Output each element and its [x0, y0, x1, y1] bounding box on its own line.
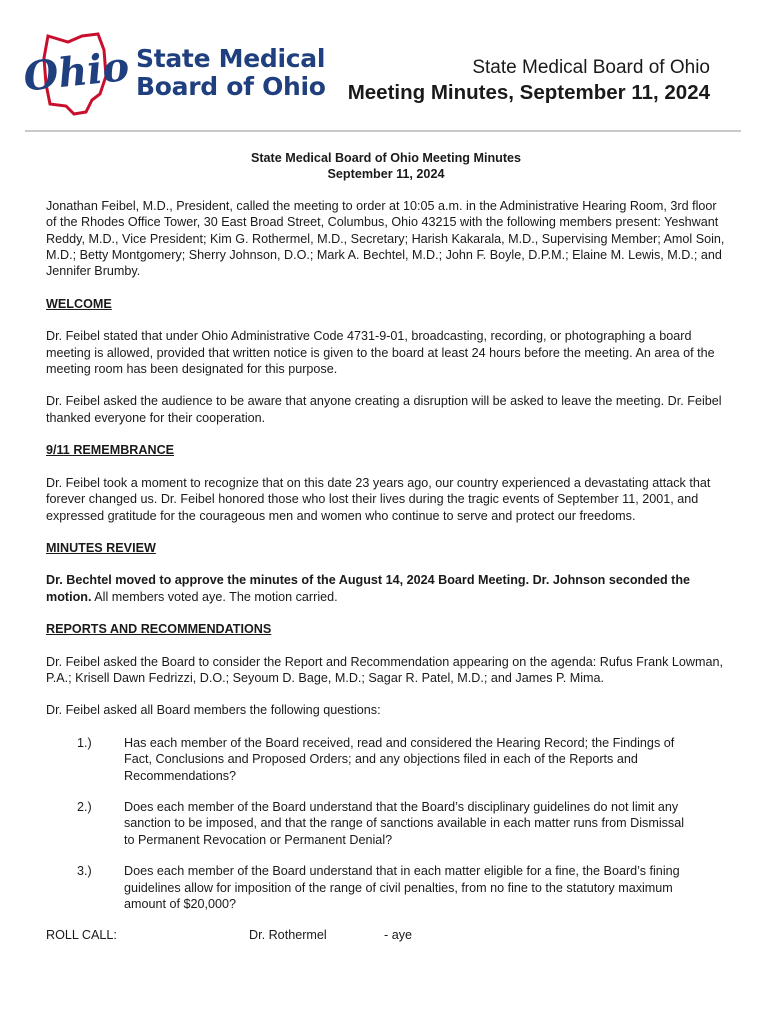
question-number: 1.) — [77, 735, 92, 750]
header-document-title: Meeting Minutes, September 11, 2024 — [347, 81, 710, 104]
section-heading-remembrance: 9/11 REMEMBRANCE — [46, 443, 175, 458]
header-divider — [25, 130, 741, 132]
list-item — [46, 799, 726, 848]
reports-paragraph-2: Dr. Feibel asked all Board members the following questions: — [46, 703, 381, 718]
roll-call-vote: - aye — [384, 928, 412, 943]
remembrance-paragraph: Dr. Feibel took a moment to recognize that on this date 23 years ago, our country experienced a devastating attack that forever changed us. Dr. Feibel honored those who lost their lives during the tragic events of September 11, 2001, and expressed gratitude for the courageous men and women who continue to serve and protect our freedoms. — [46, 475, 711, 523]
section-heading-reports: REPORTS AND RECOMMENDATIONS — [46, 622, 272, 637]
roll-call-member: Dr. Rothermel — [249, 928, 327, 943]
question-text: Does each member of the Board understand that the Board’s disciplinary guidelines do not limit any sanction to be imposed, and that the range of sanctions available in each matter runs from Dismissal to Permanent Revocation or Permanent Denial? — [124, 799, 685, 847]
brand-name-line1: State Medical — [136, 44, 326, 73]
minutes-title: State Medical Board of Ohio Meeting Minutes — [250, 151, 522, 165]
section-heading-minutes-review: MINUTES REVIEW — [46, 540, 156, 555]
question-number: 2.) — [77, 799, 92, 814]
question-text: Has each member of the Board received, read and considered the Hearing Record; the Findings of Fact, Conclusions and Proposed Orders; and any objections filed in each of the Reports and Recommendations? — [124, 735, 675, 783]
welcome-paragraph-1: Dr. Feibel stated that under Ohio Administrative Code 4731-9-01, broadcasting, recording, or photographing a board meeting is allowed, provided that written notice is given to the board at least 24 hours before the meeting. An area of the meeting room has been designated for this purpose. — [46, 329, 715, 377]
brand-name-line2: Board of Ohio — [136, 72, 326, 101]
reports-paragraph-1: Dr. Feibel asked the Board to consider the Report and Recommendation appearing on the agenda: Rufus Frank Lowman, P.A.; Krisell Dawn Fedrizzi, D.O.; Seyoum D. Bage, M.D.; Sagar R. Patel, M.D.; and James P. Mima. — [46, 654, 723, 685]
intro-paragraph: Jonathan Feibel, M.D., President, called the meeting to order at 10:05 a.m. in the Administrative Hearing Room, 3rd floor of the Rhodes Office Tower, 30 East Broad Street, Columbus, Ohio 43215 with the following members present: Yeshwant Reddy, M.D., Vice President; Kim G. Rothermel, M.D., Secretary; Harish Kakarala, M.D., Supervising Member; Amol Soin, M.D.; Betty Montgomery; Sherry Johnson, D.O.; Mark A. Bechtel, M.D.; John F. Boyle, D.P.M.; Elaine M. Lewis, M.D.; and Jennifer Brumby. — [46, 198, 725, 279]
header-org-name: State Medical Board of Ohio — [472, 57, 710, 78]
question-number: 3.) — [77, 864, 92, 879]
minutes-title-block — [46, 150, 726, 183]
minutes-date: September 11, 2024 — [327, 167, 445, 182]
roll-call-row — [46, 927, 726, 945]
minutes-motion-paragraph — [46, 572, 726, 605]
list-item — [46, 863, 726, 912]
minutes-motion-bold: Dr. Bechtel moved to approve the minutes of the August 14, 2024 Board Meeting. Dr. Johnson seconded the motion. — [46, 573, 691, 604]
page-header — [0, 0, 770, 132]
list-item — [46, 735, 726, 784]
question-text: Does each member of the Board understand that in each matter eligible for a fine, the Board’s fining guidelines allow for imposition of the range of civil penalties, from no fine to the statutory maximum amount of $20,000? — [124, 864, 680, 911]
section-heading-welcome: WELCOME — [46, 296, 112, 311]
ohio-script-word: Ohio — [21, 42, 132, 101]
board-questions-list — [46, 735, 726, 913]
minutes-motion-result: All members voted aye. The motion carried. — [91, 589, 338, 604]
welcome-paragraph-2: Dr. Feibel asked the audience to be aware that anyone creating a disruption will be asked to leave the meeting. Dr. Feibel thanked everyone for their cooperation. — [46, 394, 722, 425]
document-body — [46, 150, 726, 945]
roll-call-label: ROLL CALL: — [46, 928, 117, 943]
